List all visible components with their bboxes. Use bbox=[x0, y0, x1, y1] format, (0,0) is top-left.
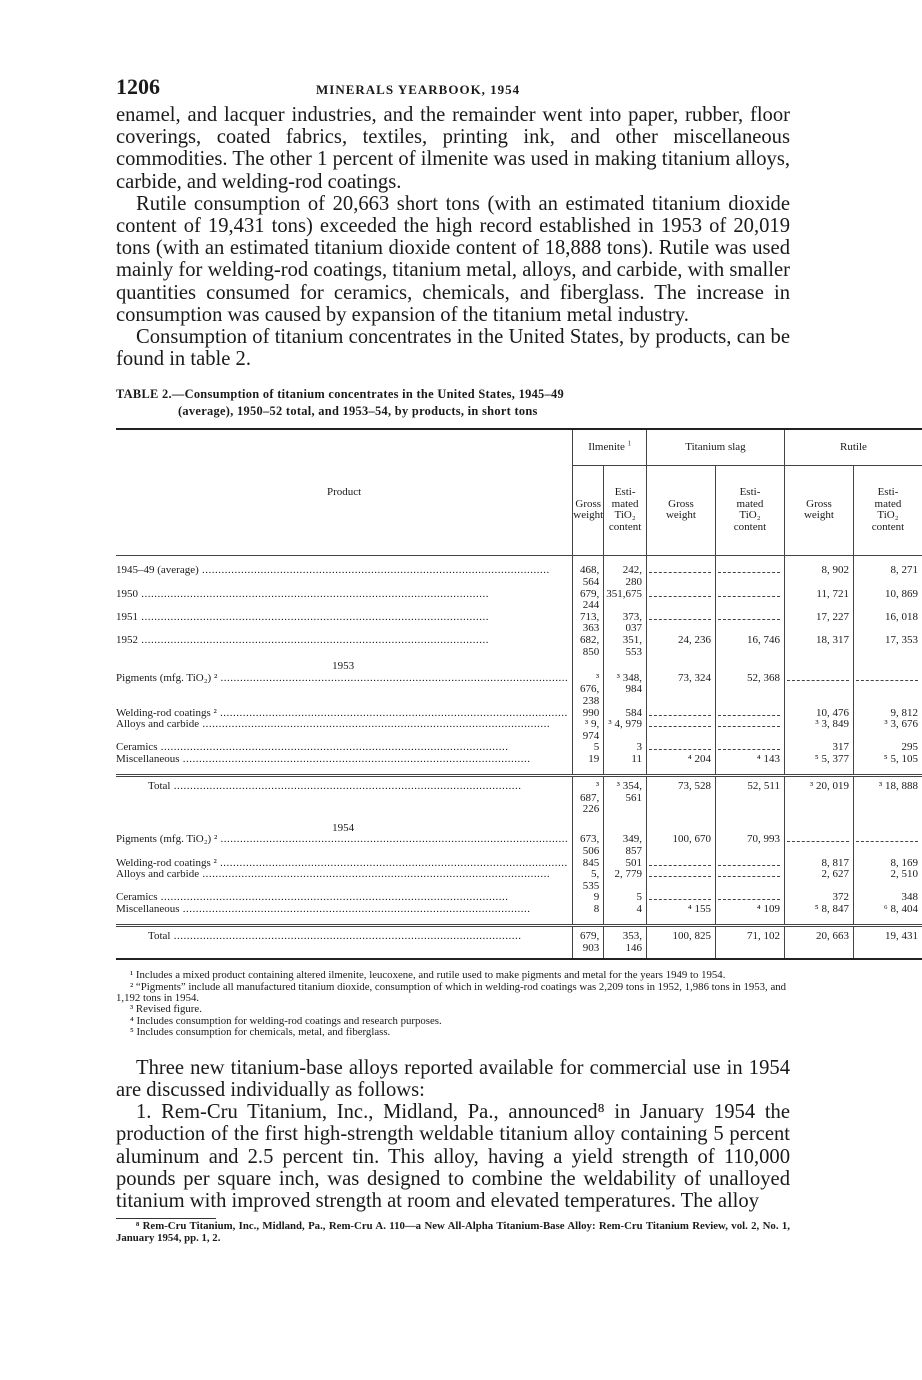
ilmenite-header: Ilmenite $^1$ bbox=[573, 429, 647, 465]
empty-cell bbox=[646, 565, 715, 588]
value-cell: 19, 431 bbox=[853, 926, 922, 960]
table-row bbox=[116, 719, 922, 742]
value-cell: 70, 993 bbox=[715, 834, 784, 857]
value-cell: 52, 368 bbox=[715, 673, 784, 708]
value-cell: 353, 146 bbox=[604, 926, 647, 960]
value-cell: 713, 363 bbox=[573, 612, 604, 635]
empty-cell bbox=[853, 834, 922, 857]
gross-weight-header: Gross weight bbox=[573, 465, 604, 555]
row-label: Miscellaneous ..... bbox=[116, 754, 573, 766]
spacer-row bbox=[116, 916, 922, 926]
value-cell: ³ 4, 979 bbox=[604, 719, 647, 742]
intro-text bbox=[116, 104, 790, 370]
value-cell: ³ 687, 226 bbox=[573, 776, 604, 820]
value-cell: 682, 850 bbox=[573, 635, 604, 658]
titanium-slag-header: Titanium slag bbox=[646, 429, 784, 465]
empty-cell bbox=[646, 612, 715, 635]
table-footnotes bbox=[116, 970, 790, 1038]
table-row bbox=[116, 612, 922, 635]
empty-cell bbox=[715, 565, 784, 588]
value-cell: 3 bbox=[604, 742, 647, 754]
row-label: Total ..... bbox=[116, 776, 573, 820]
row-label: 1945–49 (average) ..... bbox=[116, 565, 573, 588]
row-label: Miscellaneous ..... bbox=[116, 904, 573, 916]
value-cell: ⁴ 204 bbox=[646, 754, 715, 766]
paragraph: Three new titanium-base alloys reported available for commercial use in 1954 are discussed individually as follows: bbox=[116, 1056, 790, 1101]
paragraph: Consumption of titanium concentrates in the United States, by products, can be found in table 2. bbox=[116, 326, 790, 371]
value-cell: 8, 271 bbox=[853, 565, 922, 588]
value-cell: 8, 169 bbox=[853, 858, 922, 870]
table-row bbox=[116, 754, 922, 766]
value-cell: ³ 3, 849 bbox=[784, 719, 853, 742]
empty-cell bbox=[784, 673, 853, 708]
page-footnote: ⁸ Rem-Cru Titanium, Inc., Midland, Pa., Rem-Cru A. 110—a New All-Alpha Titanium-Base Alloy: Rem-Cru Titanium Review, vol. 2, No. 1, January 1954, pp. 1, 2. bbox=[116, 1220, 790, 1244]
empty-cell bbox=[715, 708, 784, 720]
spacer-row bbox=[116, 766, 922, 776]
empty-cell bbox=[646, 708, 715, 720]
row-label: Ceramics ..... bbox=[116, 892, 573, 904]
value-cell: ⁴ 109 bbox=[715, 904, 784, 916]
value-cell: ⁴ 155 bbox=[646, 904, 715, 916]
value-cell: 18, 317 bbox=[784, 635, 853, 658]
value-cell: 242, 280 bbox=[604, 565, 647, 588]
gross-weight-header: Gross weight bbox=[646, 465, 715, 555]
footnote: ² “Pigments” include all manufactured titanium dioxide, consumption of which in welding-rod coatings was 2,209 tons in 1952, 1,986 tons in 1953, and 1,192 tons in 1954. bbox=[116, 980, 787, 1005]
paragraph: 1. Rem-Cru Titanium, Inc., Midland, Pa., announced⁸ in January 1954 the production of the first high-strength weldable titanium alloy containing 5 percent aluminum and 2.5 percent tin. This alloy, having a yield strength of 110,000 pounds per square inch, was designed to combine the weldability of unalloyed titanium with improved strength at room and elevated temperatures. The alloy bbox=[116, 1101, 790, 1212]
value-cell: 24, 236 bbox=[646, 635, 715, 658]
value-cell: 16, 018 bbox=[853, 612, 922, 635]
value-cell: 501 bbox=[604, 858, 647, 870]
table-caption-line1: TABLE 2.—Consumption of titanium concentrates in the United States, 1945–49 bbox=[116, 387, 565, 402]
value-cell: 9 bbox=[573, 892, 604, 904]
year-section-row bbox=[116, 820, 922, 835]
value-cell: 4 bbox=[604, 904, 647, 916]
empty-cell bbox=[646, 869, 715, 892]
value-cell: 2, 779 bbox=[604, 869, 647, 892]
value-cell: 679, 903 bbox=[573, 926, 604, 960]
value-cell: 52, 511 bbox=[715, 776, 784, 820]
row-label: 1952 ..... bbox=[116, 635, 573, 658]
table-row bbox=[116, 904, 922, 916]
table-row bbox=[116, 869, 922, 892]
value-cell: 100, 670 bbox=[646, 834, 715, 857]
value-cell: 584 bbox=[604, 708, 647, 720]
footnote: ⁴ Includes consumption for welding-rod coatings and research purposes. bbox=[130, 1014, 442, 1027]
paragraph: Rutile consumption of 20,663 short tons (with an estimated titanium dioxide content of 19,431 tons) exceeded the high record established in 1953 of 20,019 tons (with an estimated titanium dioxide content of 18,888 tons). Rutile was used mainly for welding-rod coatings, titanium metal, alloys, and carbide, with smaller quantities consumed for ceramics, chemicals, and fiberglass. The increase in consumption was caused by expansion of the titanium metal industry. bbox=[116, 192, 790, 326]
footnote: ⁵ Includes consumption for chemicals, metal, and fiberglass. bbox=[130, 1026, 391, 1039]
empty-cell bbox=[646, 719, 715, 742]
value-cell: ³ 20, 019 bbox=[784, 776, 853, 820]
value-cell: 468, 564 bbox=[573, 565, 604, 588]
value-cell: 295 bbox=[853, 742, 922, 754]
table-row bbox=[116, 565, 922, 588]
value-cell: ³ 354, 561 bbox=[604, 776, 647, 820]
value-cell: 5, 535 bbox=[573, 869, 604, 892]
row-label: Welding-rod coatings ² ..... bbox=[116, 708, 573, 720]
empty-cell bbox=[715, 612, 784, 635]
table-caption bbox=[116, 386, 790, 420]
value-cell: 8 bbox=[573, 904, 604, 916]
empty-cell bbox=[784, 834, 853, 857]
value-cell: 351, 553 bbox=[604, 635, 647, 658]
paragraph: enamel, and lacquer industries, and the remainder went into paper, rubber, floor coverings, coated fabrics, textiles, printing ink, and other miscellaneous commodities. The other 1 percent of ilmenite was used in making titanium alloys, carbide, and welding-rod coatings. bbox=[116, 104, 790, 193]
row-label: Ceramics ..... bbox=[116, 742, 573, 754]
table-row bbox=[116, 673, 922, 708]
row-label: Alloys and carbide ..... bbox=[116, 719, 573, 742]
table-caption-line2: (average), 1950–52 total, and 1953–54, by products, in short tons bbox=[178, 404, 538, 419]
value-cell: 11, 721 bbox=[784, 589, 853, 612]
estimated-tio2-header: Esti- mated TiO₂ content bbox=[604, 465, 647, 555]
running-head bbox=[116, 74, 790, 104]
year-section-row bbox=[116, 658, 922, 673]
value-cell: 679, 244 bbox=[573, 589, 604, 612]
value-cell: 19 bbox=[573, 754, 604, 766]
estimated-tio2-header: Esti- mated TiO₂ content bbox=[715, 465, 784, 555]
value-cell: 372 bbox=[784, 892, 853, 904]
value-cell: 73, 324 bbox=[646, 673, 715, 708]
empty-cell bbox=[715, 869, 784, 892]
value-cell: ³ 18, 888 bbox=[853, 776, 922, 820]
empty-cell bbox=[646, 858, 715, 870]
value-cell: 5 bbox=[573, 742, 604, 754]
value-cell: ⁵ 8, 847 bbox=[784, 904, 853, 916]
table-body bbox=[116, 555, 922, 959]
value-cell: ³ 676, 238 bbox=[573, 673, 604, 708]
value-cell: ⁴ 143 bbox=[715, 754, 784, 766]
value-cell: 11 bbox=[604, 754, 647, 766]
empty-cell bbox=[715, 858, 784, 870]
row-label: Pigments (mfg. TiO₂) ² ..... bbox=[116, 834, 573, 857]
rutile-header: Rutile bbox=[784, 429, 922, 465]
footnote-rule bbox=[116, 1218, 216, 1219]
value-cell: 351,675 bbox=[604, 589, 647, 612]
total-row bbox=[116, 926, 922, 960]
row-label: Alloys and carbide ..... bbox=[116, 869, 573, 892]
value-cell: 100, 825 bbox=[646, 926, 715, 960]
product-header: Product bbox=[116, 429, 573, 555]
value-cell: ³ 348, 984 bbox=[604, 673, 647, 708]
value-cell: 2, 627 bbox=[784, 869, 853, 892]
table-row bbox=[116, 834, 922, 857]
total-row bbox=[116, 776, 922, 820]
value-cell: 16, 746 bbox=[715, 635, 784, 658]
empty-cell bbox=[853, 673, 922, 708]
value-cell: 8, 902 bbox=[784, 565, 853, 588]
value-cell: 10, 476 bbox=[784, 708, 853, 720]
value-cell: 2, 510 bbox=[853, 869, 922, 892]
value-cell: 17, 353 bbox=[853, 635, 922, 658]
year-heading: 1953 bbox=[332, 660, 355, 673]
page-number: 1206 bbox=[116, 74, 160, 99]
value-cell: ⁶ 8, 404 bbox=[853, 904, 922, 916]
value-cell: 373, 037 bbox=[604, 612, 647, 635]
footnote: ¹ Includes a mixed product containing altered ilmenite, leucoxene, and rutile used to make pigments and metal for the years 1949 to 1954. bbox=[130, 969, 726, 982]
value-cell: 10, 869 bbox=[853, 589, 922, 612]
row-label: Pigments (mfg. TiO₂) ² ..... bbox=[116, 673, 573, 708]
table-row bbox=[116, 589, 922, 612]
value-cell: 73, 528 bbox=[646, 776, 715, 820]
value-cell: 990 bbox=[573, 708, 604, 720]
table-row bbox=[116, 635, 922, 658]
empty-cell bbox=[715, 589, 784, 612]
empty-cell bbox=[715, 719, 784, 742]
row-label: Welding-rod coatings ² ..... bbox=[116, 858, 573, 870]
row-label: Total ..... bbox=[116, 926, 573, 960]
value-cell: ³ 9, 974 bbox=[573, 719, 604, 742]
gross-weight-header: Gross weight bbox=[784, 465, 853, 555]
estimated-tio2-header: Esti- mated TiO₂ content bbox=[853, 465, 922, 555]
value-cell: ⁵ 5, 105 bbox=[853, 754, 922, 766]
value-cell: 317 bbox=[784, 742, 853, 754]
running-title: MINERALS YEARBOOK, 1954 bbox=[316, 82, 521, 97]
consumption-table bbox=[116, 428, 922, 960]
value-cell: 845 bbox=[573, 858, 604, 870]
value-cell: 17, 227 bbox=[784, 612, 853, 635]
row-label: 1951 ..... bbox=[116, 612, 573, 635]
value-cell: ³ 3, 676 bbox=[853, 719, 922, 742]
value-cell: 5 bbox=[604, 892, 647, 904]
closing-text bbox=[116, 1057, 790, 1212]
value-cell: 20, 663 bbox=[784, 926, 853, 960]
year-heading: 1954 bbox=[332, 821, 355, 834]
value-cell: 673, 506 bbox=[573, 834, 604, 857]
empty-cell bbox=[646, 589, 715, 612]
row-label: 1950 ..... bbox=[116, 589, 573, 612]
value-cell: 71, 102 bbox=[715, 926, 784, 960]
value-cell: 9, 812 bbox=[853, 708, 922, 720]
footnote: ³ Revised figure. bbox=[130, 1003, 202, 1016]
document-page bbox=[116, 74, 918, 1244]
value-cell: ⁵ 5, 377 bbox=[784, 754, 853, 766]
value-cell: 348 bbox=[853, 892, 922, 904]
value-cell: 349, 857 bbox=[604, 834, 647, 857]
value-cell: 8, 817 bbox=[784, 858, 853, 870]
